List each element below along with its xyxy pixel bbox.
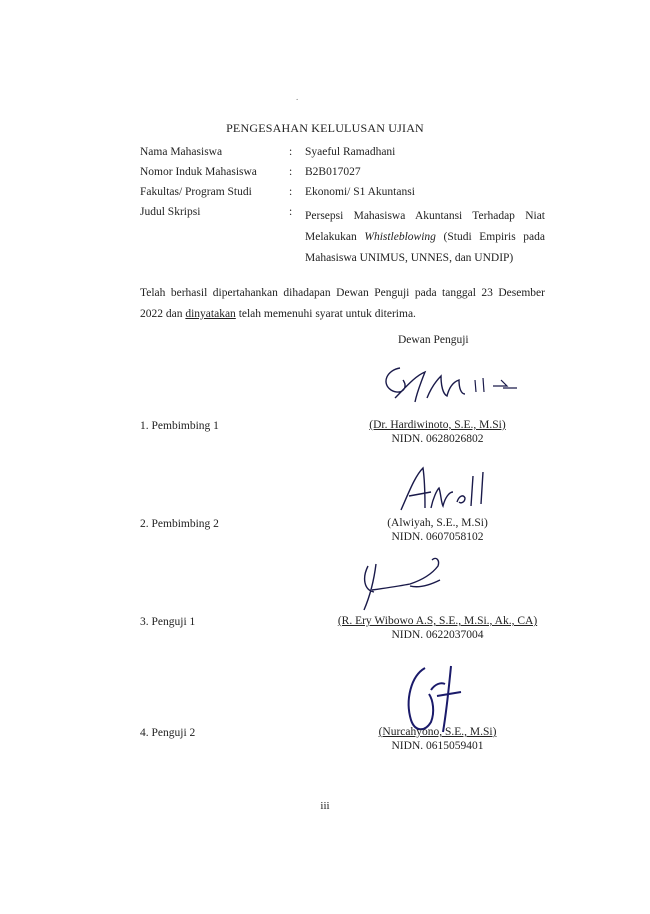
field-colon-name: : xyxy=(289,146,293,158)
signatory-2-nidn: NIDN. 0607058102 xyxy=(391,531,484,543)
statement-underlined: dinyatakan xyxy=(185,308,236,320)
field-value-faculty: Ekonomi/ S1 Akuntansi xyxy=(305,186,415,198)
signature-2-handwriting xyxy=(395,462,495,517)
signatory-2-name: (Alwiyah, S.E., M.Si) xyxy=(387,517,488,529)
thesis-title-part1: Persepsi Mahasiswa Akuntansi Terhadap Niat Melakukan xyxy=(305,210,545,243)
role-pembimbing-1: 1. Pembimbing 1 xyxy=(140,420,219,432)
field-colon-nim: : xyxy=(289,166,293,178)
page-mark: . xyxy=(296,92,299,102)
signatory-2 xyxy=(325,516,550,544)
approval-statement xyxy=(140,283,545,325)
signature-3-handwriting xyxy=(352,550,452,620)
field-colon-faculty: : xyxy=(289,186,293,198)
signatory-3 xyxy=(325,614,550,642)
thesis-title-part2: (Studi Empiris pada Mahasiswa UNIMUS, UNNES, dan UNDIP) xyxy=(305,231,546,264)
signature-1-handwriting xyxy=(375,358,535,413)
field-label-name: Nama Mahasiswa xyxy=(140,146,223,158)
role-pembimbing-2: 2. Pembimbing 2 xyxy=(140,518,219,530)
signatory-4-name: (Nurcahyono, S.E., M.Si) xyxy=(378,726,497,738)
signatory-1 xyxy=(325,418,550,446)
signatory-4-nidn: NIDN. 0615059401 xyxy=(391,740,484,752)
page-number: iii xyxy=(320,800,330,812)
field-label-thesis: Judul Skripsi xyxy=(140,206,201,218)
field-colon-thesis: : xyxy=(289,206,293,218)
role-penguji-1: 3. Penguji 1 xyxy=(140,616,196,628)
field-label-nim: Nomor Induk Mahasiswa xyxy=(140,166,257,178)
board-heading: Dewan Penguji xyxy=(398,334,469,346)
signatory-1-name: (Dr. Hardiwinoto, S.E., M.Si) xyxy=(369,419,506,431)
thesis-title-italic: Whistleblowing xyxy=(364,231,436,243)
signatory-1-nidn: NIDN. 0628026802 xyxy=(391,433,484,445)
signatory-4 xyxy=(325,725,550,753)
role-penguji-2: 4. Penguji 2 xyxy=(140,727,196,739)
signatory-3-name: (R. Ery Wibowo A.S, S.E., M.Si., Ak., CA) xyxy=(337,615,538,627)
thesis-title xyxy=(305,206,545,269)
statement-part1: Telah berhasil dipertahankan dihadapan Dewan Penguji pada tanggal 23 Desember 2022 dan xyxy=(140,287,545,320)
field-value-nim: B2B017027 xyxy=(305,166,361,178)
page-title: PENGESAHAN KELULUSAN UJIAN xyxy=(226,121,424,135)
field-label-faculty: Fakultas/ Program Studi xyxy=(140,186,252,198)
signatory-3-nidn: NIDN. 0622037004 xyxy=(391,629,484,641)
statement-part2: telah memenuhi syarat untuk diterima. xyxy=(235,308,416,320)
field-value-name: Syaeful Ramadhani xyxy=(305,146,396,158)
